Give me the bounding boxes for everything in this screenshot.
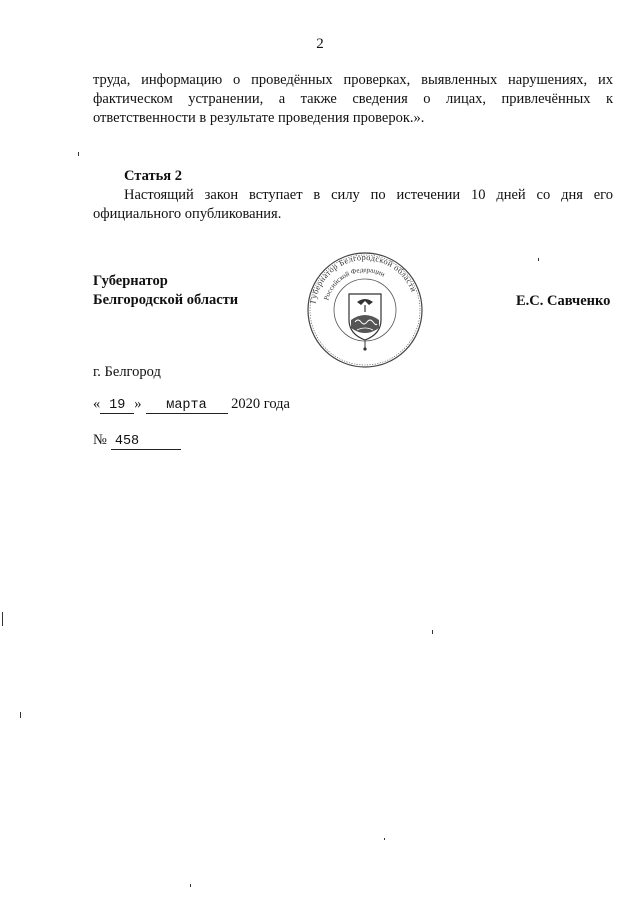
scan-speck bbox=[20, 712, 21, 718]
article-body bbox=[93, 186, 613, 224]
open-quote: « bbox=[93, 396, 101, 412]
signer-name: Е.С. Савченко bbox=[516, 293, 611, 309]
article-body-line-2: официального опубликования. bbox=[93, 206, 282, 222]
governor-title bbox=[93, 272, 238, 310]
official-seal bbox=[305, 250, 425, 370]
article-heading: Статья 2 bbox=[124, 168, 182, 184]
date-line bbox=[93, 396, 290, 414]
article-body-line-1: Настоящий закон вступает в силу по истечении 10 дней со дня его bbox=[124, 187, 613, 203]
page-number: 2 bbox=[316, 36, 324, 52]
seal-inner-text: Российской Федерации bbox=[322, 265, 387, 302]
governor-title-line-2: Белгородской области bbox=[93, 292, 239, 308]
date-month: марта bbox=[146, 398, 228, 414]
scan-speck bbox=[538, 258, 539, 261]
intro-paragraph bbox=[93, 71, 613, 128]
scan-speck bbox=[78, 152, 79, 156]
coat-of-arms-icon bbox=[349, 294, 381, 340]
document-number-line bbox=[93, 432, 181, 450]
date-day: 19 bbox=[100, 398, 134, 414]
date-year: 2020 года bbox=[231, 396, 290, 412]
intro-line-3: ответственности в результате проведения проверок.». bbox=[93, 110, 425, 126]
intro-line-1: труда, информацию о проведённых проверках, выявленных нарушениях, их bbox=[93, 72, 613, 88]
scan-speck bbox=[432, 630, 433, 634]
seal-outer-text: Губернатор Белгородской области bbox=[308, 252, 419, 305]
document-number: 458 bbox=[111, 434, 181, 450]
governor-title-line-1: Губернатор bbox=[93, 273, 168, 289]
close-quote: » bbox=[134, 396, 142, 412]
scan-speck bbox=[190, 884, 191, 887]
scan-speck bbox=[384, 838, 385, 840]
intro-line-2: фактическом устранении, а также сведения о лицах, привлечённых к bbox=[93, 91, 613, 107]
number-sign: № bbox=[93, 432, 107, 448]
scan-speck bbox=[2, 612, 3, 626]
city: г. Белгород bbox=[93, 364, 161, 380]
